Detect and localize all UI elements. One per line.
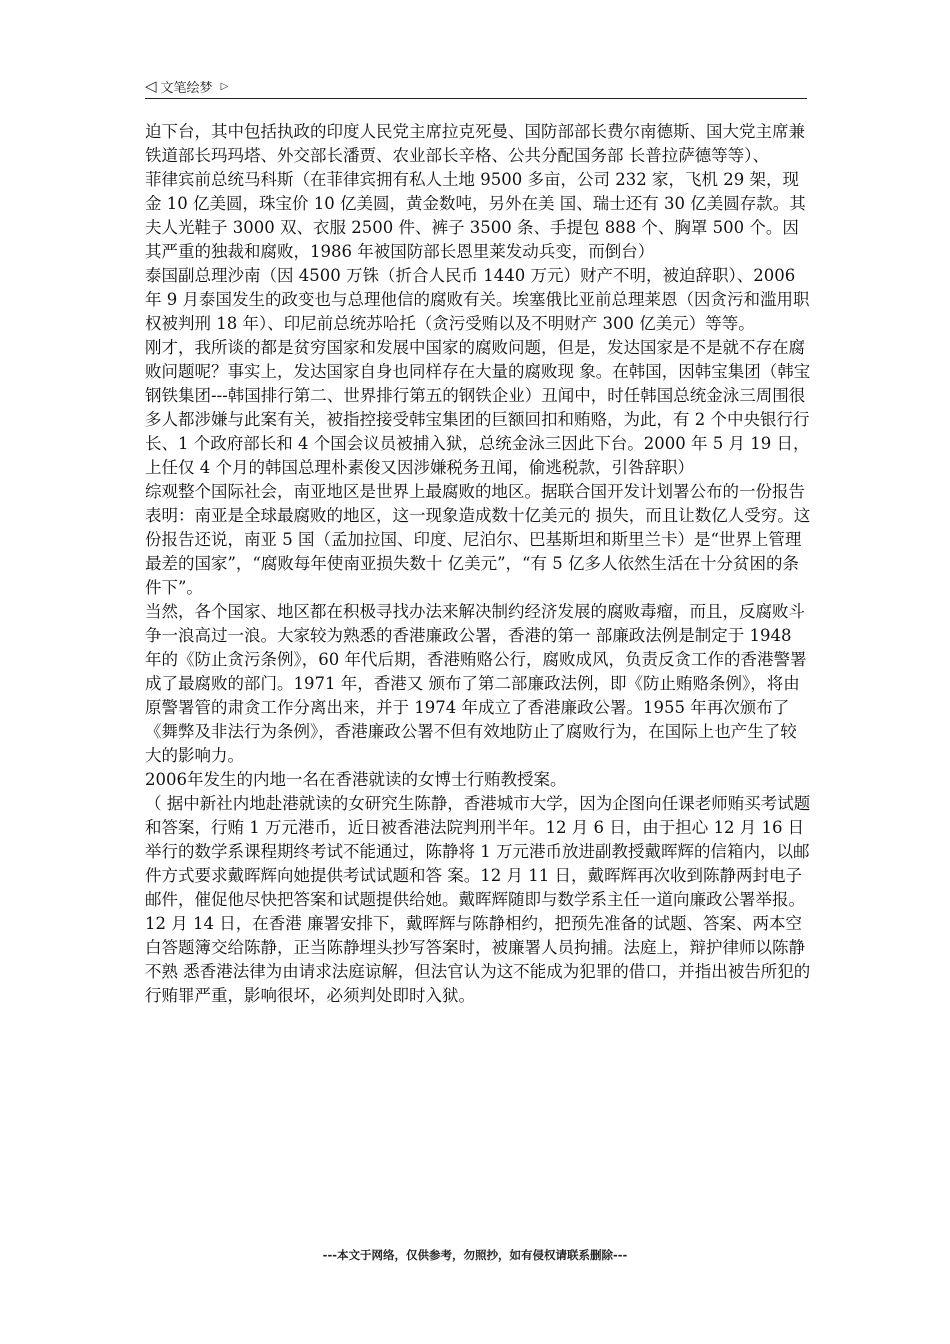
page-header (145, 74, 807, 99)
paragraph: 泰国副总理沙南（因 4500 万铢（折合人民币 1440 万元）财产不明，被迫辞职）、2006 年 9 月泰国发生的政变也与总理他信的腐败有关。埃塞俄比亚前总理莱恩（因贪污和滥用职权被判刑 18 年）、印尼前总统苏哈托（贪污受贿以及不明财产 300 亿美元）等等。 (145, 266, 810, 333)
document-body (145, 120, 811, 1008)
paragraph: 综观整个国际社会，南亚地区是世界上最腐败的地区。据联合国开发计划署公布的一份报告表明：南亚是全球最腐败的地区，这一现象造成数十亿美元的 损失，而且让数亿人受穷。这份报告还说，南亚 5 国（孟加拉国、印度、尼泊尔、巴基斯坦和斯里兰卡）是“世界上管理最差的国家”，“腐败每年使南亚损失数十 亿美元”，“有 5 亿多人依然生活在十分贫困的条件下”。 (145, 482, 811, 597)
brand-label: 文笔绘梦 (160, 80, 213, 96)
paragraph: 当然，各个国家、地区都在积极寻找办法来解决制约经济发展的腐败毒瘤，而且，反腐败斗争一浪高过一浪。大家较为熟悉的香港廉政公署，香港的第一 部廉政法例是制定于 1948 年的《防止贪污条例》，60 年代后期，香港贿赂公行，腐败成风，负责反贪工作的香港警署成了最腐败的部门。1971 年，香港又 颁布了第二部廉政法例，即《防止贿赂条例》，将由原警署管的肃贪工作分离出来，并于 1974 年成立了香港廉政公署。1955 年再次颁布了《舞弊及非法行为条例》，香港廉政公署不但有效地防止了腐败行为，在国际上也产生了较大的影响力。 (145, 602, 807, 765)
paragraph: 2006年发生的内地一名在香港就读的女博士行贿教授案。 (145, 770, 567, 789)
paragraph: 迫下台，其中包括执政的印度人民党主席拉克死曼、国防部部长费尔南德斯、国大党主席兼铁道部长玛玛塔、外交部长潘贾、农业部长辛格、公共分配国务部 长普拉萨德等等）、 (145, 122, 805, 165)
paragraph: 刚才，我所谈的都是贫穷国家和发展中国家的腐败问题，但是，发达国家是不是就不存在腐败问题呢？事实上，发达国家自身也同样存在大量的腐败现 象。在韩国，因韩宝集团（韩宝钢铁集团---韩国排行第二、世界排行第五的钢铁企业）丑闻中，时任韩国总统金泳三周围很多人都涉嫌与此案有关，被指控接受韩宝集团的巨额回扣和贿赂，为此，有 2 个中央银行行长、1 个政府部长和 4 个国会议员被捕入狱，总统金泳三因此下台。2000 年 5 月 19 日，上任仅 4 个月的韩国总理朴素俊又因涉嫌税务丑闻，偷逃税款，引咎辞职） (145, 338, 811, 477)
footer-disclaimer: ---本文于网络，仅供参考，勿照抄，如有侵权请联系删除--- (322, 1248, 628, 1262)
triangle-right-icon: ▷ (220, 80, 229, 92)
paragraph: 菲律宾前总统马科斯（在菲律宾拥有私人土地 9500 多亩，公司 232 家，飞机 29 架，现金 10 亿美圆，珠宝价 10 亿美圆，黄金数吨，另外在美 国、瑞士还有 30 亿美圆存款。其夫人光鞋子 3000 双、衣服 2500 件、裤子 3500 条、手提包 888 个、胸罩 500 个。因其严重的独裁和腐败，1986 年被国防部长恩里莱发动兵变，而倒台） (145, 170, 806, 261)
paragraph: （ 据中新社内地赴港就读的女研究生陈静，香港城市大学，因为企图向任课老师贿买考试题和答案，行贿 1 万元港币，近日被香港法院判刑半年。12 月 6 日，由于担心 12 月 16 日举行的数学系课程期终考试不能通过，陈静将 1 万元港币放进副教授戴晖辉的信箱内，以邮件方式要求戴晖辉向她提供考试试题和答 案。12 月 11 日，戴晖辉再次收到陈静两封电子邮件，催促他尽快把答案和试题提供给她。戴晖辉随即与数学系主任一道向廉政公署举报。12 月 14 日，在香港 廉署安排下，戴晖辉与陈静相约，把预先准备的试题、答案、两本空白答题簿交给陈静，正当陈静埋头抄写答案时，被廉署人员拘捕。法庭上，辩护律师以陈静不熟 悉香港法律为由请求法庭谅解，但法官认为这不能成为犯罪的借口，并指出被告所犯的行贿罪严重，影响很坏，必须判处即时入狱。 (145, 794, 811, 1005)
triangle-left-icon: ◁ (145, 77, 157, 95)
